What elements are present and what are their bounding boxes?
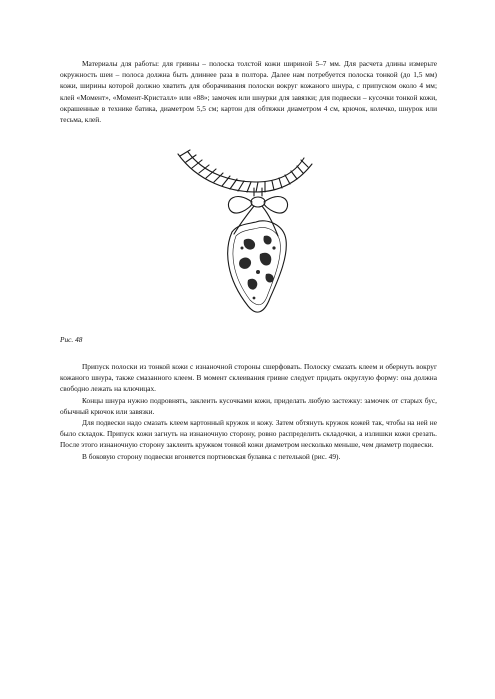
instruction-paragraph: Концы шнура нужно подровнять, заклеить кусочками кожи, приделать любую застежку: замочек от старых бус, обычный крючок или завязки. [60, 395, 437, 416]
batik-pattern [239, 236, 276, 300]
knot [251, 197, 265, 207]
bow-left-loop [228, 197, 252, 213]
bow-right-loop [264, 197, 288, 213]
instruction-paragraph: Припуск полоски из тонкой кожи с изнаночной стороны сшерфовать. Полоску смазать клеем и обернуть вокруг кожаного шнура, также смазанного клеем. В момент склеивания гривне следует придать округлую форму: она должна свободно лежать на ключицах. [60, 362, 437, 394]
instruction-paragraph: В боковую сторону подвески вгоняется портновская булавка с петелькой (рис. 49). [82, 451, 341, 461]
instructions-section [60, 361, 437, 462]
necklace-pendant-illustration [170, 148, 320, 324]
materials-section [60, 58, 437, 125]
instruction-paragraph: Для подвески надо смазать клеем картонный кружок и кожу. Затем обтянуть кружок кожей так, чтобы на ней не было складок. Припуск кожи загнуть на изнаночную сторону, ровно распределить складочки, а излишки кожи срезать. После этого изнаночную сторону заклеить кружком тонкой кожи диаметром несколько меньше, чем диаметр подвески. [60, 418, 437, 450]
figure-48 [170, 148, 320, 324]
figure-caption: Рис. 48 [60, 335, 83, 344]
materials-paragraph: Материалы для работы: для гривны – полоска толстой кожи шириной 5–7 мм. Для расчета длины измерьте окружность шеи – полоса должна быть длиннее раза в полтора. Далее нам потребуется полоска тонкой (до 1,5 мм) кожи, ширины которой должно хватить для оборачивания полоски вокруг кожаного шнура, с припуском около 4 мм; клей «Момент», «Момент-Кристалл» или «88»; замочек или шнурки для завязки; для подвески – кусочки тонкой кожи, окрашенные в технике батика, диаметром 5,5 см; картон для обтяжки диаметром 4 см, крючок, колечко, шнурок или тесьма, клей. [60, 59, 437, 125]
